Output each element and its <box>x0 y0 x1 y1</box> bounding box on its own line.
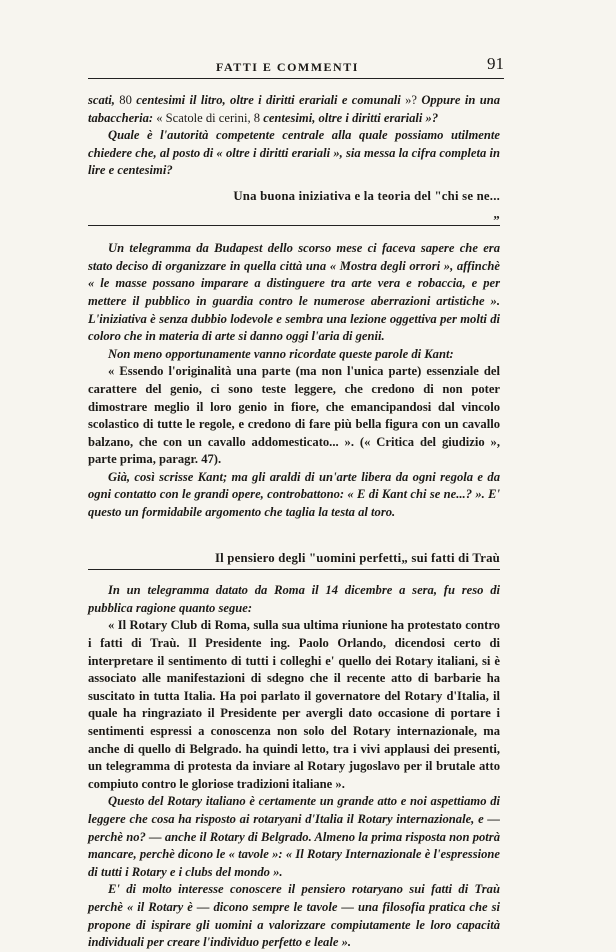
page-number: 91 <box>487 54 504 73</box>
section2-paragraph-4: E' di molto interesse conoscere il pensiero rotaryano sui fatti di Traù perchè « il Rotary è — dicono sempre le tavole — una filosofia pratica che si propone di ispirare gli uomini a valorizzare compiutamente le loro capacità individuali per creare l'individuo perfetto e leale ». <box>88 882 500 950</box>
intro-paragraph-2: Quale è l'autorità competente centrale alla quale possiamo utilmente chiedere che, al posto di « oltre i diritti erariali », sia messa la cifra completa in lire e centesimi? <box>88 128 500 178</box>
section2-paragraph-1: In un telegramma datato da Roma il 14 dicembre a sera, fu reso di pubblica ragione quanto segue: <box>88 583 500 615</box>
section2-quote: « Il Rotary Club di Roma, sulla sua ultima riunione ha protestato contro i fatti di Traù. Il Presidente ing. Paolo Orlando, dicendosi certo di interpretare il sentimento di tutti i colleghi e' quello dei Rotary italiani, si è associato alle manifestazioni di sdegno che il recente atto di barbarie ha suscitato in tutta Italia. Ha poi parlato il governatore del Rotary d'Italia, il quale ha ringraziato il Presidente per avergli dato occasione di portare i sentimenti espressi a conoscenza non solo del Rotary internazionale, ma anche di quello di Belgrado. ha quindi letto, tra i vivi applausi dei presenti, un telegramma di protesta da inviare al Rotary jugoslavo per il brutale atto compiuto contro le gloriose tradizioni italiane ». <box>88 618 500 791</box>
section2-paragraph-3: Questo del Rotary italiano è certamente un grande atto e noi aspettiamo di leggere che cosa ha risposto ai rotaryani d'Italia il Rotary internazionale, e —perchè no? — anche il Rotary di Belgrado. Almeno la prima risposta non potrà mancare, perchè dicono le « tavole »: « Il Rotary Internazionale è l'espressione di tutti i Rotary e i clubs del mondo ». <box>88 794 500 879</box>
section-heading-1: Una buona iniziativa e la teoria del "chi se ne...„ <box>88 188 500 226</box>
intro-paragraph-1: scati, 80 centesimi il litro, oltre i diritti erariali e comunali »? Oppure in una tabaccheria: « Scatole di cerini, 8 centesimi, oltre i diritti erariali »? <box>88 93 500 125</box>
running-head: FATTI E COMMENTI <box>216 60 359 74</box>
section1-paragraph-4: Già, così scrisse Kant; ma gli araldi di un'arte libera da ogni regola e da ogni contatto con le grandi opere, controbattono: « E di Kant chi se ne...? ». E' questo un formidabile argomento che taglia la testa al toro. <box>88 469 500 520</box>
section1-paragraph-1: Un telegramma da Budapest dello scorso mese ci faceva sapere che era stato deciso di organizzare in quella città una « Mostra degli orrori », affinchè « le masse possano imparare a distinguere tra arte vera e robaccia, e per mettere il pubblico in guardia contro le numerose aberrazioni artistiche ». L'iniziativa è senza dubbio lodevole e sembra una lezione oggettiva per molti di coloro che in materia di arte si danno oggi l'aria di genii. <box>88 241 500 344</box>
section-heading-2: Il pensiero degli "uomini perfetti„ sui fatti di Traù <box>88 550 500 571</box>
section1-quote: « Essendo l'originalità una parte (ma non l'unica parte) essenziale del carattere del genio, ci sono teste leggere, che credono di non poter dimostrare meglio il loro genio in fiore, che emancipandosi dal vincolo scolastico di tutte le regole, e credono di fare più bella figura con un cavallo balzano, che con un cavallo addomesticato... ». (« Critica del giudizio », parte prima, paragr. 47). <box>88 364 500 467</box>
section1-paragraph-2: Non meno opportunamente vanno ricordate queste parole di Kant: <box>108 346 454 361</box>
page-header <box>88 54 504 79</box>
page-body <box>88 92 500 952</box>
